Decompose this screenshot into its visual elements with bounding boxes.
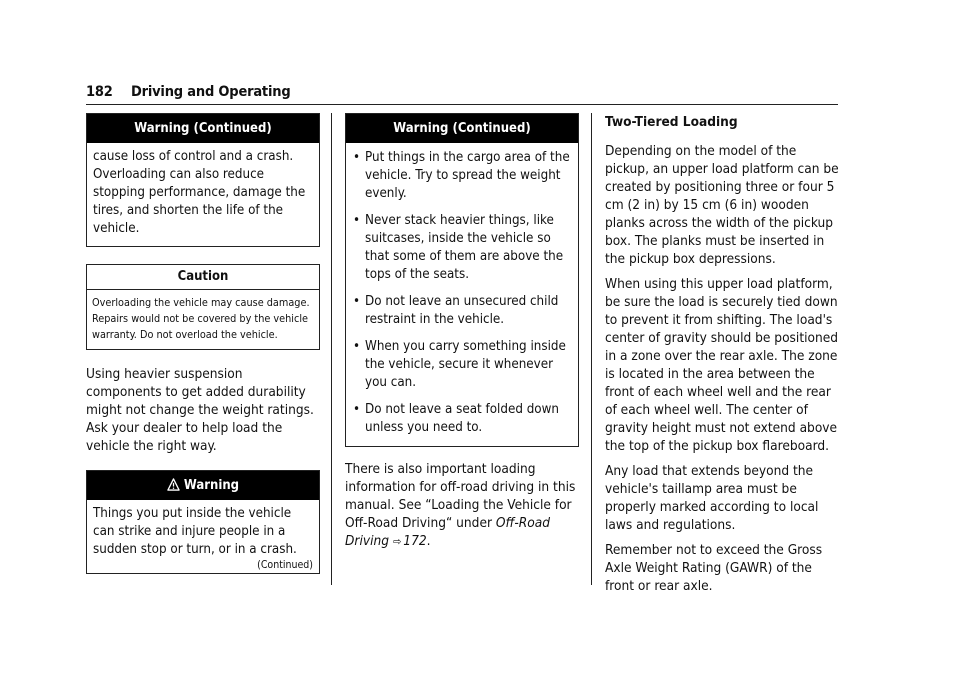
paragraph-1: Depending on the model of the pickup, an upper load platform can be created by positioning three or four 5 cm (2 in) by 15 cm (6 in) wooden planks across the width of the pickup box. The planks must be inserted in the pickup box depressions.: [605, 143, 839, 267]
column-divider-2: [591, 113, 592, 585]
suspension-paragraph: Using heavier suspension components to get added durability might not change the weight ratings. Ask your dealer to help load the vehicle the right way.: [86, 366, 314, 454]
bullet-item: • Do not leave an unsecured child restraint in the vehicle.: [353, 294, 559, 327]
warning-title: Warning: [183, 478, 240, 493]
offroad-paragraph: There is also important loading information for off-road driving in this manual. See “Loading the Vehicle for Off-Road Driving“ under Off-Road Driving ⇨ 172.: [345, 461, 576, 549]
warning-body: [87, 500, 319, 573]
warning-continued-title-2: Warning (Continued): [346, 114, 578, 143]
warning-bullets-body: [346, 143, 578, 446]
header-rule: [86, 104, 838, 105]
caution-box: [86, 264, 320, 350]
bullet-item: • Never stack heavier things, like suitcases, inside the vehicle so that some of them are above the tops of the seats.: [353, 213, 564, 282]
paragraph-3: Any load that extends beyond the vehicle's taillamp area must be properly marked according to local laws and regulations.: [605, 463, 819, 533]
warning-continued-title: Warning (Continued): [87, 114, 319, 143]
paragraph-2: When using this upper load platform, be sure the load is securely tied down to prevent it from shifting. The load's center of gravity should be positioned in a zone over the rear axle. The zone is located in the area between the front of each wheel well and the rear of each wheel well. The center of gravity height must not extend above the top of the pickup box flareboard.: [605, 276, 839, 454]
column-2: [345, 113, 579, 551]
section-title: Driving and Operating: [130, 84, 291, 100]
warning-continued-box-2: [345, 113, 579, 447]
column-divider-1: [331, 113, 332, 585]
page-header: [86, 84, 290, 100]
bullet-item: • When you carry something inside the vehicle, secure it whenever you can.: [353, 339, 566, 390]
caution-title: Caution: [87, 265, 319, 290]
page-ref-arrow-icon: ⇨: [393, 535, 402, 548]
column-1: [86, 113, 320, 574]
warning-icon: [167, 471, 180, 500]
offroad-driving-link[interactable]: Off-Road Driving: [345, 515, 551, 549]
caution-body: Overloading the vehicle may cause damage. Repairs would not be covered by the vehicle warranty. Do not overload the vehicle.: [92, 296, 310, 341]
paragraph-4: Remember not to exceed the Gross Axle Weight Rating (GAWR) of the front or rear axle.: [605, 542, 823, 594]
warning-continued-body: cause loss of control and a crash. Overloading can also reduce stopping performance, damage the tires, and shorten the life of the vehicle.: [93, 149, 306, 236]
warning-box: [86, 470, 320, 574]
page-number: 182: [86, 84, 113, 100]
two-tiered-loading-heading: Two-Tiered Loading: [605, 114, 738, 130]
warning-title-bar: [87, 471, 319, 500]
bullet-item: • Put things in the cargo area of the vehicle. Try to spread the weight evenly.: [353, 150, 570, 201]
column-3: [605, 113, 839, 595]
bullet-item: • Do not leave a seat folded down unless you need to.: [353, 402, 559, 435]
warning-continued-box: [86, 113, 320, 247]
warning-bullet-list: [352, 149, 572, 437]
warning-text: Things you put inside the vehicle can strike and injure people in a sudden stop or turn, or in a crash.: [93, 506, 297, 557]
page-ref-number[interactable]: 172: [403, 533, 427, 549]
continued-label: (Continued): [257, 559, 313, 571]
